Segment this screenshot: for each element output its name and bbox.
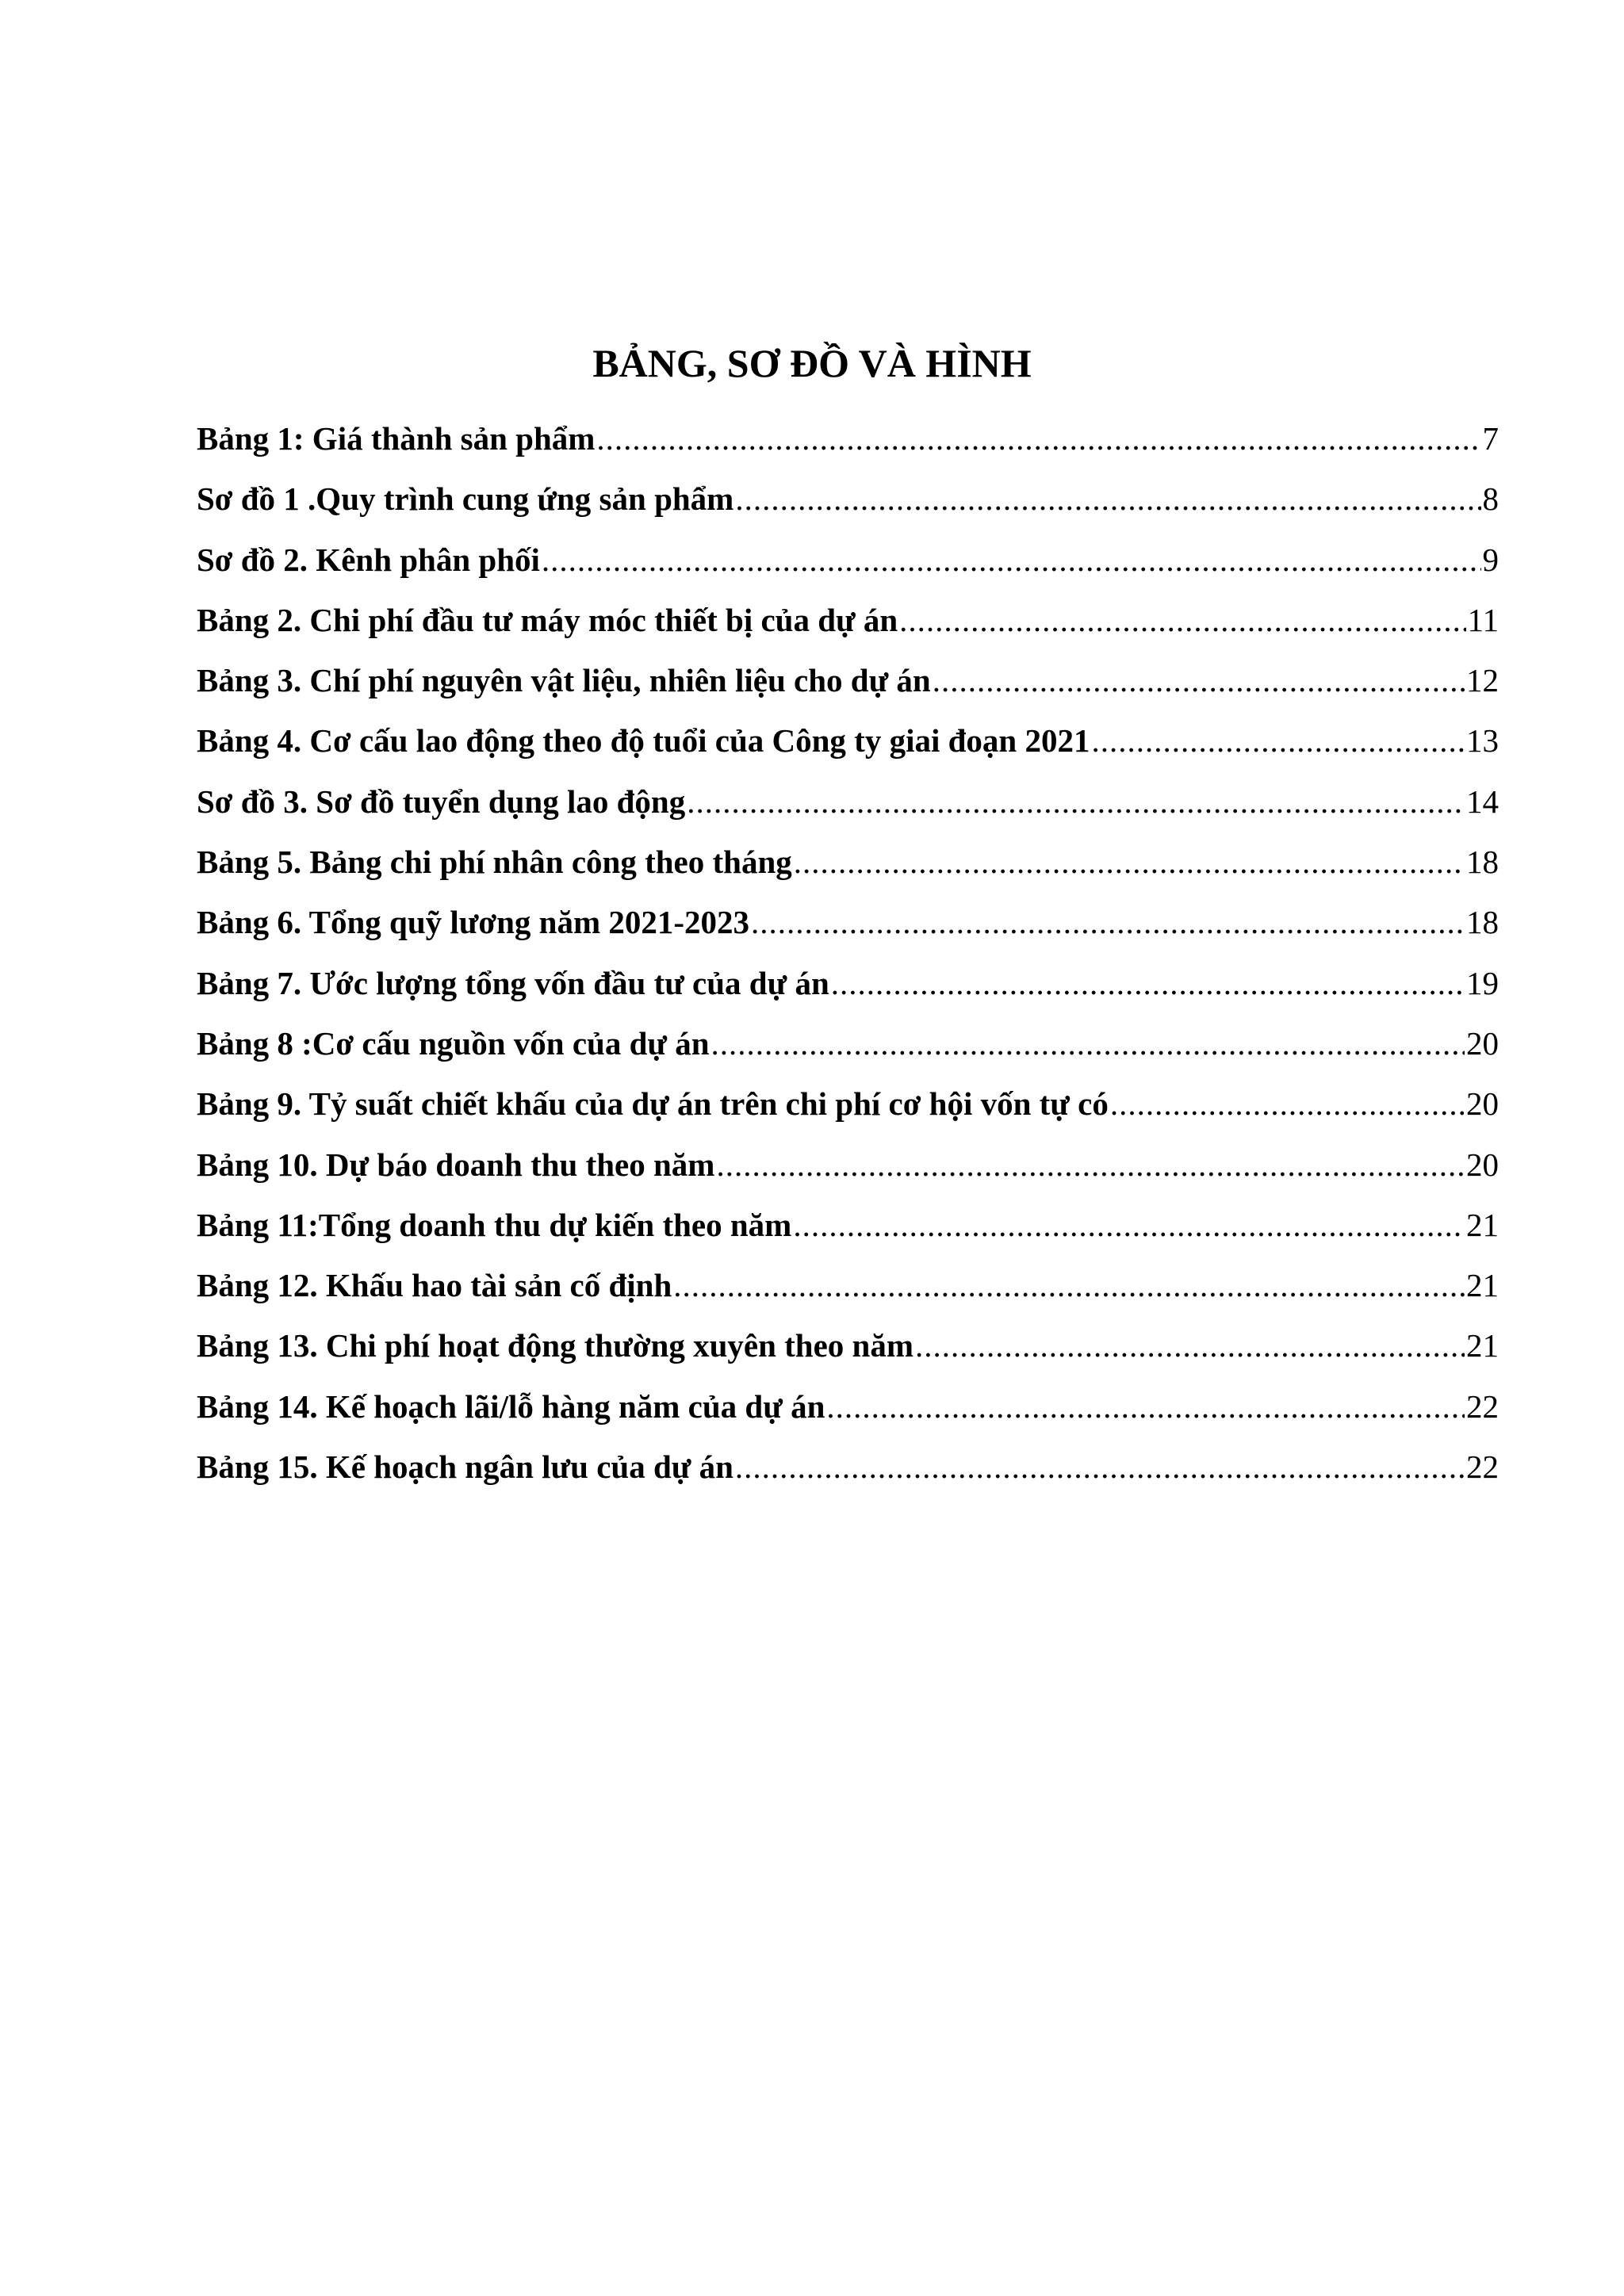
toc-entry-label: Bảng 2. Chi phí đầu tư máy móc thiết bị của dự án xyxy=(197,601,898,638)
toc-entry-page: 21 xyxy=(1466,1327,1499,1364)
dot-leader xyxy=(716,1135,1465,1195)
toc-entry-page: 21 xyxy=(1466,1206,1499,1243)
toc-entry[interactable] xyxy=(197,1073,1499,1134)
toc-entry-label: Bảng 14. Kế hoạch lãi/lỗ hàng năm của dự án xyxy=(197,1387,825,1425)
toc-entry[interactable] xyxy=(197,530,1499,590)
toc-entry[interactable] xyxy=(197,710,1499,771)
page-title: BẢNG, SƠ ĐỒ VÀ HÌNH xyxy=(592,341,1032,385)
dot-leader xyxy=(596,408,1480,469)
dot-leader xyxy=(542,530,1481,590)
toc-entry[interactable] xyxy=(197,953,1499,1013)
dot-leader xyxy=(751,892,1465,952)
toc-entry-label: Bảng 10. Dự báo doanh thu theo năm xyxy=(197,1146,715,1183)
dot-leader xyxy=(899,590,1465,650)
dot-leader xyxy=(794,832,1465,892)
toc-entry-label: Bảng 15. Kế hoạch ngân lưu của dự án xyxy=(197,1448,733,1486)
toc-entry-page: 20 xyxy=(1466,1024,1499,1062)
toc-entry[interactable] xyxy=(197,832,1499,892)
toc-entry-page: 20 xyxy=(1466,1085,1499,1123)
toc-entry[interactable] xyxy=(197,1013,1499,1073)
toc-entry-label: Bảng 9. Tỷ suất chiết khấu của dự án trên chi phí cơ hội vốn tự có xyxy=(197,1085,1109,1123)
toc-entry-label: Bảng 5. Bảng chi phí nhân công theo tháng xyxy=(197,844,792,881)
toc-entry-page: 14 xyxy=(1466,783,1499,820)
toc-entry[interactable] xyxy=(197,1437,1499,1497)
toc-entry-page: 9 xyxy=(1482,541,1499,578)
toc-entry-page: 11 xyxy=(1467,601,1499,638)
toc-entry[interactable] xyxy=(197,771,1499,832)
toc-entry-page: 12 xyxy=(1466,662,1499,699)
toc-entry[interactable] xyxy=(197,590,1499,650)
toc-entry[interactable] xyxy=(197,1376,1499,1437)
toc-entry-label: Bảng 1: Giá thành sản phẩm xyxy=(197,420,596,457)
toc-entry-page: 20 xyxy=(1466,1146,1499,1183)
dot-leader xyxy=(1110,1073,1465,1134)
toc-entry-label: Bảng 6. Tổng quỹ lương năm 2021-2023 xyxy=(197,904,750,941)
toc-entry-page: 7 xyxy=(1482,420,1499,457)
toc-entry[interactable] xyxy=(197,1255,1499,1315)
dot-leader xyxy=(711,1013,1465,1073)
toc-entry-page: 19 xyxy=(1466,964,1499,1001)
toc-entry-label: Bảng 4. Cơ cấu lao động theo độ tuổi của Công ty giai đoạn 2021 xyxy=(197,722,1090,760)
toc-entry-label: Sơ đồ 2. Kênh phân phối xyxy=(197,541,540,578)
toc-entry[interactable] xyxy=(197,1315,1499,1376)
dot-leader xyxy=(1091,710,1465,771)
dot-leader xyxy=(735,469,1480,529)
toc-entry-page: 22 xyxy=(1466,1387,1499,1425)
toc-entry[interactable] xyxy=(197,892,1499,952)
toc-entry[interactable] xyxy=(197,1195,1499,1255)
dot-leader xyxy=(793,1195,1465,1255)
toc-entry-page: 8 xyxy=(1482,480,1499,518)
toc-entry-label: Bảng 11:Tổng doanh thu dự kiến theo năm xyxy=(197,1206,792,1243)
dot-leader xyxy=(826,1376,1465,1437)
dot-leader xyxy=(687,771,1465,832)
dot-leader xyxy=(933,650,1465,710)
toc-entry[interactable] xyxy=(197,650,1499,710)
toc-entry-label: Sơ đồ 1 .Quy trình cung ứng sản phẩm xyxy=(197,480,734,518)
dot-leader xyxy=(915,1315,1465,1376)
toc-entry-label: Bảng 12. Khấu hao tài sản cố định xyxy=(197,1267,672,1304)
toc-entry-page: 13 xyxy=(1466,722,1499,760)
toc-entry-label: Bảng 7. Ước lượng tổng vốn đầu tư của dự án xyxy=(197,964,829,1001)
toc-entry-page: 22 xyxy=(1466,1448,1499,1486)
toc-entry[interactable] xyxy=(197,408,1499,469)
dot-leader xyxy=(673,1255,1465,1315)
toc-entry-label: Sơ đồ 3. Sơ đồ tuyển dụng lao động xyxy=(197,783,686,820)
toc-entry-page: 21 xyxy=(1466,1267,1499,1304)
toc-entry-label: Bảng 8 :Cơ cấu nguồn vốn của dự án xyxy=(197,1024,710,1062)
toc-entry[interactable] xyxy=(197,469,1499,529)
dot-leader xyxy=(831,953,1465,1013)
dot-leader xyxy=(735,1437,1465,1497)
toc-entry[interactable] xyxy=(197,1135,1499,1195)
toc-entry-label: Bảng 3. Chí phí nguyên vật liệu, nhiên liệu cho dự án xyxy=(197,662,931,699)
table-of-figures xyxy=(197,408,1499,1497)
toc-entry-label: Bảng 13. Chi phí hoạt động thường xuyên theo năm xyxy=(197,1327,914,1364)
toc-entry-page: 18 xyxy=(1466,904,1499,941)
toc-entry-page: 18 xyxy=(1466,844,1499,881)
